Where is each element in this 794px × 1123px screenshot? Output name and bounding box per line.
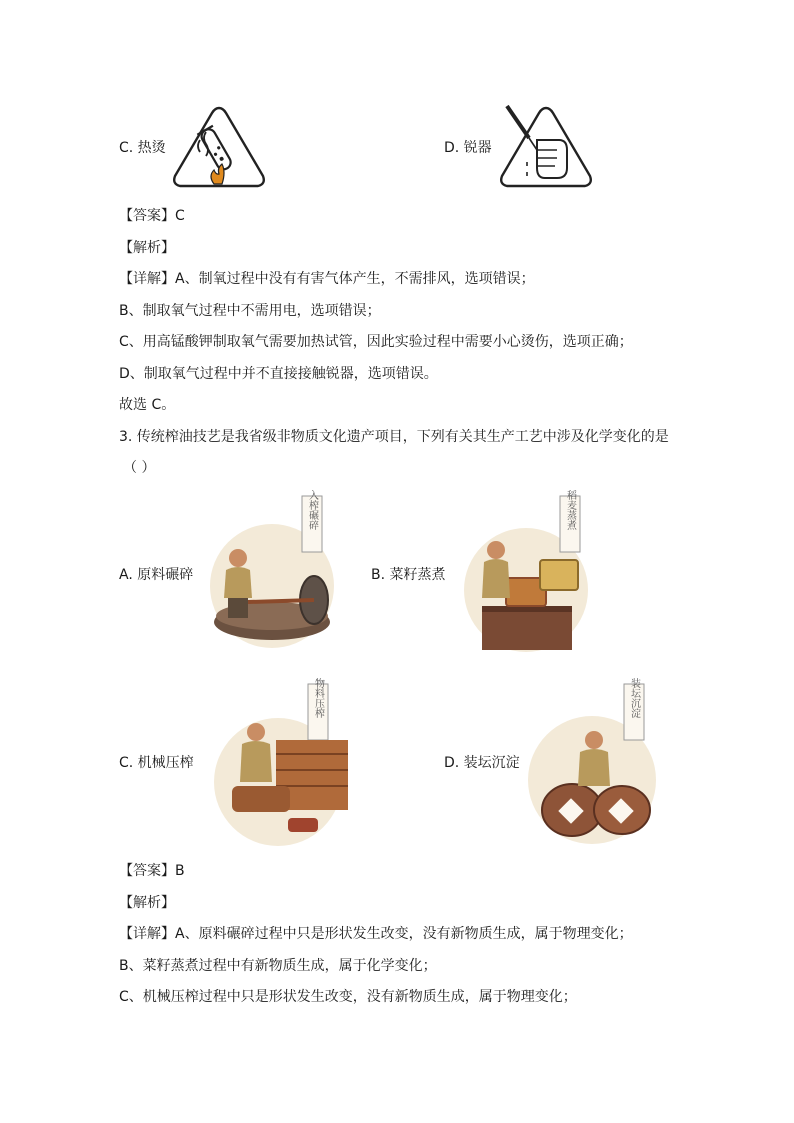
q3-answer: 【答案】B — [119, 863, 185, 879]
seal-text: 装坛沉淀 — [628, 678, 640, 718]
seal-text: 稻麦蒸煮 — [564, 490, 576, 530]
option-a-label: A. 原料碾碎 — [119, 567, 194, 583]
option-c-label: C. 热烫 — [119, 140, 166, 156]
option-d-label: D. 锐器 — [444, 140, 492, 156]
prev-answer: 【答案】C — [119, 208, 185, 224]
option-d3-label: D. 装坛沉淀 — [444, 755, 520, 771]
prev-analysis-line: 【详解】A、制氧过程中没有有害气体产生，不需排风，选项错误； — [119, 271, 535, 287]
prev-analysis-line: D、制取氧气过程中并不直接接触锐器，选项错误。 — [119, 366, 438, 382]
steaming-illustration — [462, 490, 590, 658]
hot-warning-icon — [170, 104, 268, 190]
pressing-illustration — [212, 678, 348, 848]
option-c3-label: C. 机械压榨 — [119, 755, 194, 771]
prev-analysis-line: B、制取氧气过程中不需用电，选项错误； — [119, 303, 381, 319]
grinding-illustration — [208, 490, 336, 654]
q3-analysis-line: 【详解】A、原料碾碎过程中只是形状发生改变，没有新物质生成，属于物理变化； — [119, 926, 633, 942]
sharp-object-warning-icon — [497, 104, 595, 190]
option-b-label: B. 菜籽蒸煮 — [371, 567, 446, 583]
seal-text: 物料压榨 — [312, 678, 324, 718]
prev-analysis-line: C、用高锰酸钾制取氧气需要加热试管，因此实验过程中需要小心烫伤，选项正确； — [119, 334, 633, 350]
prev-analysis-line: 故选 C。 — [119, 397, 176, 413]
question-3-stem: 3. 传统榨油技艺是我省级非物质文化遗产项目，下列有关其生产工艺中涉及化学变化的是 — [119, 429, 669, 445]
q3-analysis-line: C、机械压榨过程中只是形状发生改变，没有新物质生成，属于物理变化； — [119, 989, 577, 1005]
question-3-stem-blank: （ ） — [123, 460, 156, 476]
seal-text: 入榨碾碎 — [306, 490, 318, 530]
settling-illustration — [524, 678, 660, 848]
q3-analysis-title: 【解析】 — [119, 895, 175, 911]
prev-analysis-title: 【解析】 — [119, 240, 175, 256]
q3-analysis-line: B、菜籽蒸煮过程中有新物质生成，属于化学变化； — [119, 958, 437, 974]
